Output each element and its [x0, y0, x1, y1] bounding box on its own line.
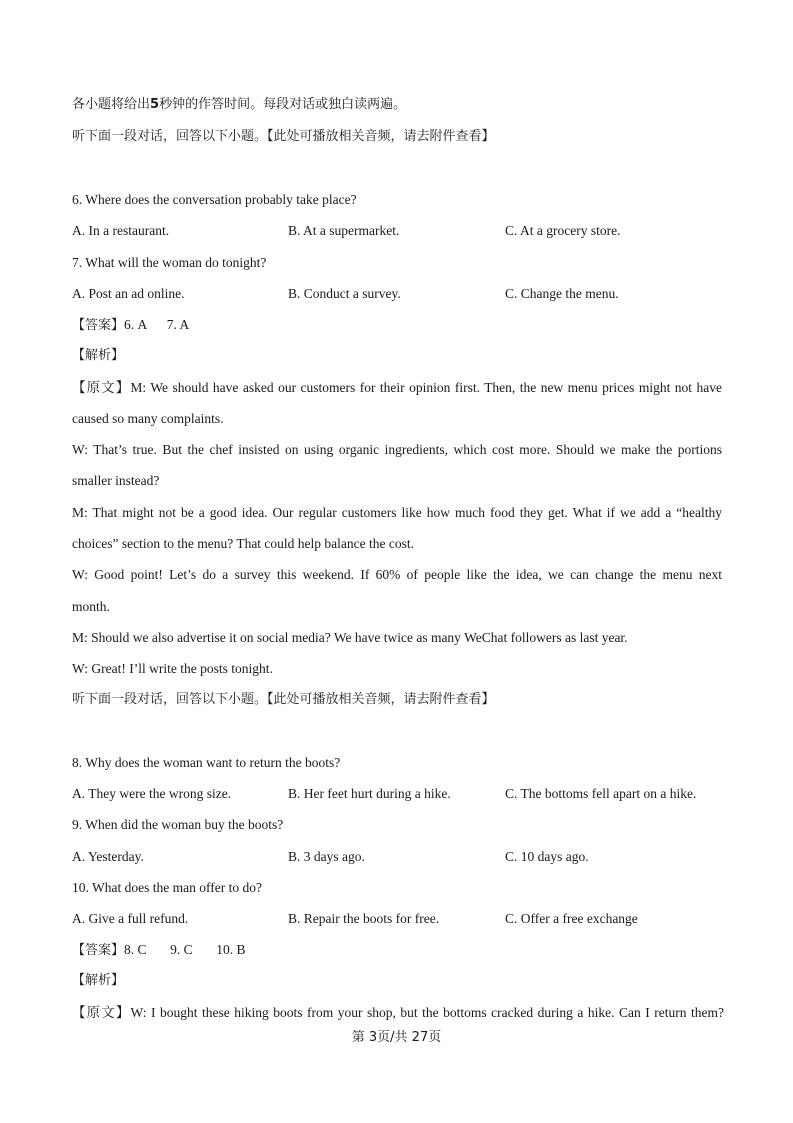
intro-text-pre: 各小题将给出	[72, 97, 151, 112]
transcript-line: 【原文】M: We should have asked our customers for their opinion first. Then, the new menu prices might not have	[72, 380, 722, 395]
page-footer: 第 3页/共 27页	[351, 1030, 442, 1045]
section2-instruction: 听下面一段对话，回答以下小题。【此处可播放相关音频，请去附件查看】	[72, 692, 495, 707]
q7-stem: 7. What will the woman do tonight?	[72, 255, 267, 270]
q9-stem: 9. When did the woman buy the boots?	[72, 817, 284, 832]
q7-option-b: B. Conduct a survey.	[288, 286, 401, 301]
section1-answer	[72, 316, 722, 335]
instructions-intro	[72, 96, 722, 114]
q8-option-b: B. Her feet hurt during a hike.	[288, 786, 451, 801]
q7-option-c: C. Change the menu.	[505, 286, 619, 301]
q9-option-c: C. 10 days ago.	[505, 849, 589, 864]
transcript-line: 【原文】W: I bought these hiking boots from your shop, but the bottoms cracked during a hike. Can I return them?	[72, 1005, 724, 1020]
intro-text-post: 秒钟的作答时间。每段对话或独白读两遍。	[159, 97, 407, 112]
q8-option-a: A. They were the wrong size.	[72, 786, 232, 801]
q7-option-a: A. Post an ad online.	[72, 286, 185, 301]
q8-stem: 8. Why does the woman want to return the boots?	[72, 755, 341, 770]
transcript-line: smaller instead?	[72, 473, 160, 488]
q6-option-a: A. In a restaurant.	[72, 223, 170, 238]
q6-option-b: B. At a supermarket.	[288, 223, 400, 238]
section1-instruction: 听下面一段对话，回答以下小题。【此处可播放相关音频，请去附件查看】	[72, 129, 495, 144]
section1-analysis-tag: 【解析】	[72, 348, 125, 363]
intro-seconds: 5	[150, 97, 160, 112]
q9-option-a: A. Yesterday.	[72, 849, 144, 864]
answer-tag: 【答案】	[72, 943, 125, 958]
transcript-line: W: Good point! Let’s do a survey this weekend. If 60% of people like the idea, we can change the menu next	[72, 567, 722, 582]
q10-option-b: B. Repair the boots for free.	[288, 911, 440, 926]
section2-analysis-tag: 【解析】	[72, 973, 125, 988]
section2-answer	[72, 941, 722, 960]
transcript-line: M: That might not be a good idea. Our regular customers like how much food they get. What if we add a “healthy	[72, 505, 722, 520]
q6-option-c: C. At a grocery store.	[505, 223, 621, 238]
q8-option-c: C. The bottoms fell apart on a hike.	[505, 786, 697, 801]
q10-option-c: C. Offer a free exchange	[505, 911, 638, 926]
answer-values: 8. C 9. C 10. B	[124, 942, 246, 957]
transcript-line: M: Should we also advertise it on social media? We have twice as many WeChat followers as last year.	[72, 630, 628, 645]
answer-values: 6. A 7. A	[124, 317, 190, 332]
transcript-line: month.	[72, 599, 110, 614]
transcript-line: caused so many complaints.	[72, 411, 224, 426]
q10-option-a: A. Give a full refund.	[72, 911, 189, 926]
q6-stem: 6. Where does the conversation probably take place?	[72, 192, 357, 207]
transcript-line: choices” section to the menu? That could help balance the cost.	[72, 536, 415, 551]
q9-option-b: B. 3 days ago.	[288, 849, 365, 864]
transcript-line: W: That’s true. But the chef insisted on using organic ingredients, which cost more. Should we make the portions	[72, 442, 722, 457]
transcript-line: W: Great! I’ll write the posts tonight.	[72, 661, 273, 676]
answer-tag: 【答案】	[72, 318, 125, 333]
q10-stem: 10. What does the man offer to do?	[72, 880, 262, 895]
